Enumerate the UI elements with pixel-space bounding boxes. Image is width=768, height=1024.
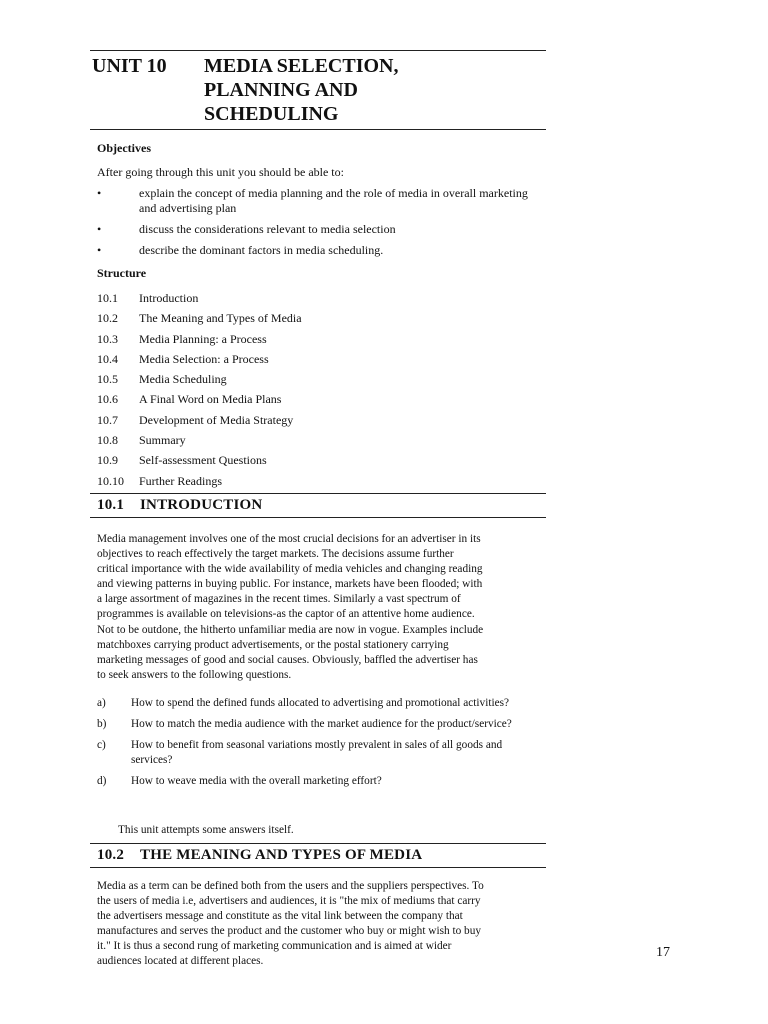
structure-title: The Meaning and Types of Media (139, 311, 302, 326)
paragraph-line: audiences located at different places. (97, 955, 264, 968)
question-item (97, 774, 537, 789)
paragraph-line: it." It is thus a second rung of marketing communication and is aimed at wider (97, 940, 452, 953)
paragraph-line: manufactures and serves the product and the customer who buy or might wish to buy (97, 925, 482, 938)
question-item (97, 717, 537, 732)
objectives-list (97, 186, 537, 264)
objective-item (97, 243, 537, 258)
paragraph-line: Media as a term can be defined both from the users and the suppliers perspectives. To (97, 880, 484, 892)
objective-text: explain the concept of media planning and the role of media in overall marketing and advertising plan (139, 186, 528, 215)
paragraph-line: marketing messages of good and social causes. Obviously, baffled the advertiser has (97, 653, 478, 666)
objective-item (97, 222, 537, 237)
structure-title: Media Scheduling (139, 372, 227, 387)
question-letter: d) (97, 775, 107, 787)
question-item (97, 696, 537, 711)
paragraph-line: Not to be outdone, the hitherto unfamiliar media are now in vogue. Examples include (97, 623, 484, 636)
paragraph-line: the users of media i.e, advertisers and audiences, it is "the mix of mediums that carry (97, 895, 481, 908)
structure-number: 10.10 (97, 473, 124, 488)
bullet-icon: • (97, 186, 102, 200)
objectives-intro: After going through this unit you should be able to: (97, 165, 344, 179)
structure-number: 10.6 (97, 392, 118, 407)
objectives-heading: Objectives (97, 141, 151, 155)
structure-title: A Final Word on Media Plans (139, 392, 282, 407)
structure-number: 10.3 (97, 331, 118, 346)
structure-title: Further Readings (139, 473, 222, 488)
question-text: How to benefit from seasonal variations mostly prevalent in sales of all goods and services? (131, 739, 503, 766)
unit-title (204, 54, 544, 126)
section-1-top-rule (90, 493, 546, 494)
structure-number: 10.9 (97, 453, 118, 468)
paragraph-line: critical importance with the wide availability of media vehicles and changing reading (97, 563, 483, 576)
section-2-number: 10.2 (97, 847, 125, 863)
section-1-heading (97, 497, 262, 514)
objective-text: describe the dominant factors in media scheduling. (139, 243, 384, 257)
structure-title: Development of Media Strategy (139, 412, 294, 427)
structure-number: 10.1 (97, 291, 118, 305)
section-2-paragraph (97, 879, 543, 970)
bullet-icon: • (97, 222, 102, 236)
question-letter: c) (97, 739, 106, 751)
paragraph-line: objectives to reach effectively the target markets. The decisions assume further (97, 548, 454, 561)
objective-item (97, 186, 537, 216)
section-2-heading (97, 847, 422, 864)
structure-title: Summary (139, 433, 186, 448)
structure-number: 10.2 (97, 311, 118, 326)
structure-number: 10.8 (97, 433, 118, 448)
questions-list (97, 696, 537, 795)
section-1-paragraph (97, 532, 543, 683)
structure-title: Self-assessment Questions (139, 453, 267, 468)
paragraph-line: the advertisers message and constitute as the vital link between the company that (97, 910, 463, 923)
section-1-closing: This unit attempts some answers itself. (118, 824, 294, 836)
section-2-bottom-rule (90, 867, 546, 868)
page-number: 17 (656, 945, 670, 960)
unit-title-line: PLANNING AND (204, 79, 358, 101)
paragraph-line: a large assortment of magazines in the recent times. Similarly a vast spectrum of (97, 593, 461, 606)
question-text: How to spend the defined funds allocated to advertising and promotional activities? (131, 697, 510, 709)
structure-number: 10.7 (97, 412, 118, 427)
paragraph-line: to seek answers to the following questions. (97, 668, 292, 681)
unit-title-line: SCHEDULING (204, 103, 339, 125)
section-2-title: THE MEANING AND TYPES OF MEDIA (140, 847, 423, 863)
objective-text: discuss the considerations relevant to media selection (139, 222, 396, 236)
top-rule (90, 50, 546, 51)
structure-number: 10.5 (97, 372, 118, 387)
question-letter: b) (97, 718, 107, 730)
question-text: How to weave media with the overall marketing effort? (131, 775, 382, 787)
section-1-bottom-rule (90, 517, 546, 518)
structure-number: 10.4 (97, 351, 118, 366)
paragraph-line: and viewing patterns in buying public. For instance, markets have been flooded; with (97, 578, 483, 591)
structure-title: Media Planning: a Process (139, 331, 267, 346)
bullet-icon: • (97, 243, 102, 257)
structure-title: Introduction (139, 291, 199, 305)
section-1-title: INTRODUCTION (140, 497, 263, 513)
title-bottom-rule (90, 129, 546, 130)
question-text: How to match the media audience with the market audience for the product/service? (131, 718, 512, 730)
paragraph-line: matchboxes carrying product advertisements, or the postal stationery carrying (97, 638, 449, 651)
structure-heading: Structure (97, 266, 147, 280)
paragraph-line: Media management involves one of the most crucial decisions for an advertiser in its (97, 533, 481, 545)
question-letter: a) (97, 697, 106, 709)
question-item (97, 738, 537, 768)
paragraph-line: programmes is available on televisions-as the captor of an attentive home audience. (97, 608, 475, 621)
unit-title-line: MEDIA SELECTION, (204, 55, 399, 77)
structure-title: Media Selection: a Process (139, 351, 269, 366)
unit-number: UNIT 10 (92, 55, 167, 77)
section-2-top-rule (90, 843, 546, 844)
section-1-number: 10.1 (97, 497, 125, 513)
